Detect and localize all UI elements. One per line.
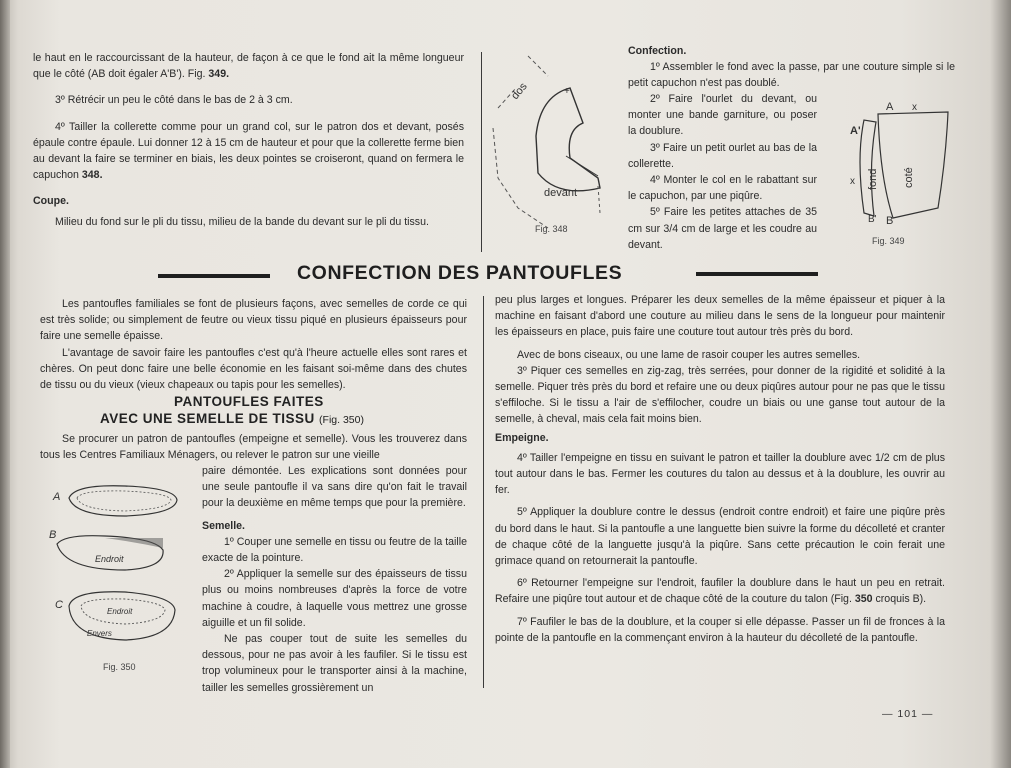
right-paragraph-1: peu plus larges et longues. Préparer les deux semelles de la même épaisseur et piquer à la machine en faisant d'abord une couture au milieu dans le sens de la longueur pour maintenir les épaisseurs en place, puis faire une couture tout autour très près du bord.: [495, 294, 945, 339]
fig-348-collar-shape: [536, 88, 600, 191]
fig-349-label-fond: fond: [867, 168, 879, 190]
fig-349-label-b: B: [886, 215, 894, 227]
paragraph-3-text: 4º Tailler la collerette comme pour un grand col, sur le patron dos et devant, posés épaule contre épaule. Lui donner 12 à 15 cm de hauteur et pour que la collerette ferme bien au devant la faire se terminer en biais, les deux pointes se croiseront, quand on fermera le capuchon: [33, 120, 464, 182]
fig-350-sole-a: [69, 486, 177, 516]
intro-paragraph-2: L'avantage de savoir faire les pantoufles c'est qu'à l'heure actuelle elles sont rares et chères. On peut donc faire une belle économie en les faisant soi-même dans des chutes de tissu ou du vieux (vieux chapeaux ou tapis pour les semelles).: [40, 346, 467, 392]
right-column-text: [495, 292, 945, 646]
fig-ref-348: 348.: [81, 169, 103, 182]
fig-350-label-b: B: [49, 529, 57, 541]
fig-349-label-a-prime: A': [850, 125, 861, 137]
fig-349-label-cote: coté: [903, 167, 915, 188]
fig-350-drawing: [45, 478, 195, 658]
empeigne-heading: Empeigne.: [495, 431, 549, 444]
book-gutter: [0, 0, 10, 768]
semelle-step-2: 2º Appliquer la semelle sur des épaisseurs de tissu plus ou moins nombreuses d'après la force de votre machine à coudre, à laquelle vous mettrez une grosse aiguille et un fil solide.: [202, 568, 467, 629]
fig-348-caption: Fig. 348: [535, 224, 568, 234]
empeigne-step-4: 4º Tailler l'empeigne en tissu en suivant le patron et tailler la doublure avec 1/2 cm de plus tout autour dans le bas. Fermer les coutures du talon au dessus et à la doublure, les ouvrir au fer.: [495, 451, 945, 497]
empeigne-step-7: 7º Faufiler le bas de la doublure, et la couper si elle dépasse. Passer un fil de fronces à la pointe de la pantoufle en la commençant environ à la hauteur du décolleté de la pantoufle.: [495, 615, 945, 644]
section-title: CONFECTION DES PANTOUFLES: [297, 262, 623, 284]
subtitle-line-2: [100, 411, 364, 426]
fig-350-caption: Fig. 350: [103, 662, 136, 672]
subtitle-fig-ref: (Fig. 350): [319, 414, 364, 426]
patron-narrow-text: [202, 463, 467, 696]
empeigne-step-6-tail: croquis B).: [872, 593, 927, 606]
fig-348-cross-mark: +: [564, 86, 570, 97]
fig-349-caption: Fig. 349: [872, 236, 905, 246]
semelle-heading: Semelle.: [202, 519, 245, 532]
confection-step-1: 1º Assembler le fond avec la passe, par une couture simple si le petit capuchon n'est pas doublé.: [628, 61, 955, 90]
paragraph-2: 3º Rétrécir un peu le côté dans le bas de 2 à 3 cm.: [55, 94, 293, 107]
fig-350-label-a: A: [53, 491, 61, 503]
fig-ref-350: 350: [854, 593, 873, 606]
fig-349-cote-piece: [878, 112, 948, 218]
confection-heading: Confection.: [628, 45, 687, 57]
left-intro-text: [40, 296, 467, 393]
fig-348-label-dos: dos: [509, 80, 530, 102]
fig-350-sole-a-stitch: [77, 491, 171, 511]
fig-348-fold-line: [566, 156, 598, 176]
subtitle-line-2-text: AVEC UNE SEMELLE DE TISSU: [100, 411, 315, 426]
fig-349-fond-piece: [860, 120, 876, 216]
fig-349-label-a: A: [886, 101, 894, 113]
fig-349-cross-left: x: [850, 176, 855, 187]
confection-top-text: [628, 43, 955, 92]
patron-paragraph-narrow: paire démontée. Les explications sont données pour une seule pantoufle il va sans dire qu'on fait le travail pour la deuxième en même temps que pour la première.: [202, 465, 467, 510]
fig-349-label-b-prime: B': [868, 214, 877, 225]
fig-ref-349: 349.: [208, 68, 230, 81]
subtitle-line-1: PANTOUFLES FAITES: [174, 394, 324, 409]
confection-step-5: 5º Faire les petites attaches de 35 cm sur 3/4 cm de large et les coudre au devant.: [628, 206, 817, 251]
fig-350-label-endroit: Endroit: [95, 554, 124, 564]
page-number: — 101 —: [882, 708, 934, 720]
confection-top-narrow-text: [628, 91, 817, 253]
title-rule-left: [158, 274, 270, 278]
paragraph-1: [33, 50, 464, 82]
empeigne-step-5: 5º Appliquer la doublure contre le dessus (endroit contre endroit) et faire une piqûre près du bord dans le haut. Si la pantoufle a une languette bien suivre la forme du décolleté et cranter de chaque côté de la languette jusqu'à la piqûre. Sans cette précaution le coin ferait une grimace quand on retournerait la pantoufle.: [495, 506, 945, 568]
fig-349-drawing: [838, 98, 958, 238]
confection-step-4: 4º Monter le col en le rabattant sur le capuchon, par une piqûre.: [628, 174, 817, 203]
confection-step-3: 3º Faire un petit ourlet au bas de la collerette.: [628, 141, 817, 170]
paragraph-4: Milieu du fond sur le pli du tissu, milieu de la bande du devant sur le pli du tissu.: [55, 215, 429, 228]
empeigne-step-6: [495, 575, 945, 607]
confection-step-2: 2º Faire l'ourlet du devant, ou monter une bande garniture, ou poser la doublure.: [628, 93, 817, 138]
top-left-text: [33, 50, 464, 230]
semelle-step-3: Ne pas couper tout de suite les semelles du dessous, pour ne pas avoir à les faufiler. Si le tissu est trop volumineux pour le transporter ainsi à la machine, tailler les semelles grossièrement un: [202, 633, 467, 694]
right-paragraph-2: Avec de bons ciseaux, ou une lame de rasoir couper les autres semelles.: [517, 348, 861, 361]
empeigne-step-6-text: 6º Retourner l'empeigne sur l'endroit, faufiler la doublure dans le haut un peu en retrait. Refaire une piqûre tout autour et de chaque côté de la couture du talon (Fig.: [495, 577, 945, 606]
fig-348-drawing: [488, 48, 623, 248]
fig-350-slipper-b-hatch: [105, 538, 163, 548]
semelle-step-1: 1º Couper une semelle en tissu ou feutre de la taille exacte de la pointure.: [202, 535, 467, 565]
coupe-heading: Coupe.: [33, 195, 69, 208]
fig-350-label-endroit-c: Endroit: [107, 607, 133, 616]
intro-paragraph-1: Les pantoufles familiales se font de plusieurs façons, avec semelles de corde ce qui est très solide; ou simplement de feutre ou vieux tissu piqué en plusieurs épaisseurs pour faire une semelle épaisse.: [40, 298, 467, 343]
paragraph-1-text: le haut en le raccourcissant de la hauteur, de façon à ce que le fond ait la même longueur que le côté (AB doit égaler A'B'). Fig.: [33, 52, 464, 81]
fig-350-label-envers: Envers: [87, 629, 112, 638]
patron-paragraph-full: Se procurer un patron de pantoufles (empeigne et semelle). Vous les trouverez dans tous les Centres Familiaux Ménagers, ou relever le patron sur une vieille: [40, 433, 467, 462]
paragraph-3: [33, 119, 464, 184]
fig-350-label-c: C: [55, 599, 63, 611]
bottom-column-divider: [483, 296, 484, 688]
fig-348-vertical-dash: [598, 186, 600, 213]
title-rule-right: [696, 272, 818, 276]
fig-348-label-devant: devant: [544, 187, 578, 199]
right-paragraph-3: 3º Piquer ces semelles en zig-zag, très serrées, pour donner de la rigidité et solidité à la semelle. Piquer très près du bord et refaire une ou deux piqûres autour pour ne pas que le tissu s'effiloche. Si le tissu a l'air de s'effilocher, coudre un biais ou une ganse tout autour de la semelle, à cheval, mais cela fait moins bien.: [495, 364, 945, 426]
fig-349-cross-top: x: [912, 102, 917, 113]
top-column-divider: [481, 52, 482, 252]
patron-text: [40, 431, 467, 463]
